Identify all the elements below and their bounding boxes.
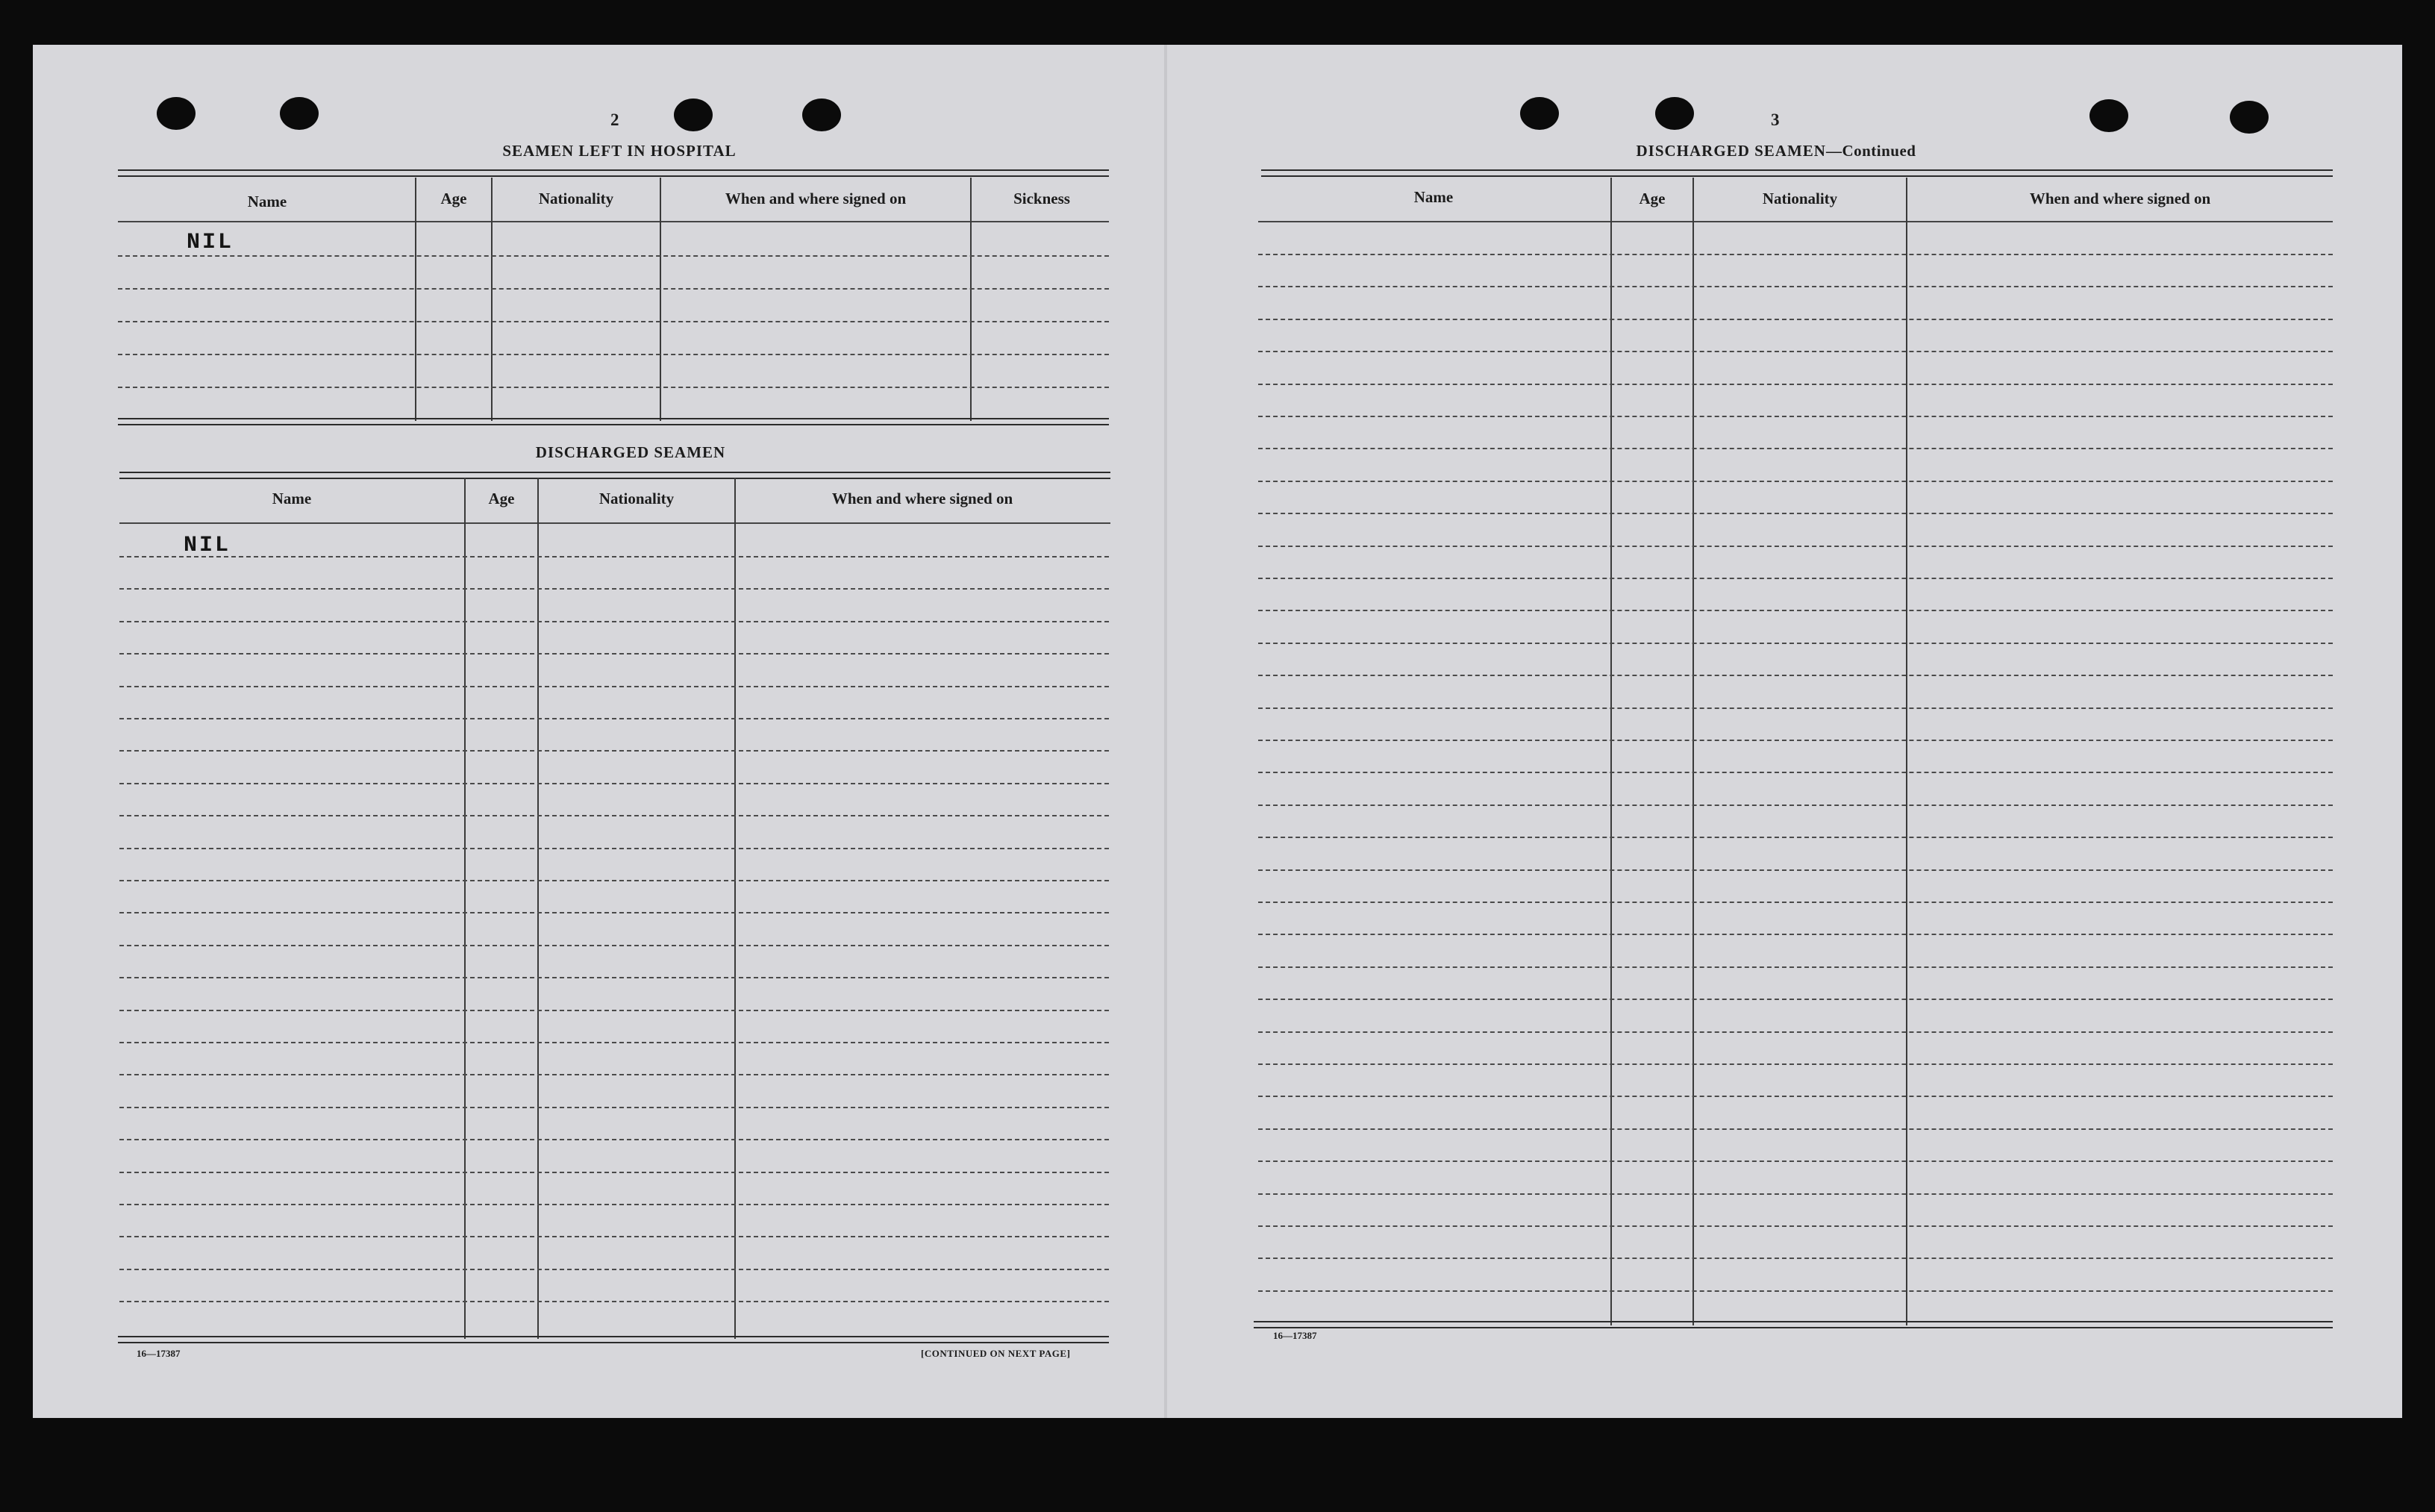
table-row-line bbox=[1258, 805, 2333, 806]
column-header-age: Age bbox=[488, 490, 515, 507]
form-number: 16—17387 bbox=[1273, 1330, 1317, 1341]
punch-hole bbox=[1520, 97, 1559, 130]
table-row-line bbox=[1258, 934, 2333, 935]
table-row-line bbox=[1258, 319, 2333, 320]
table-row-line bbox=[1258, 384, 2333, 385]
page-number: 2 bbox=[610, 110, 620, 129]
table-row-line bbox=[1258, 1031, 2333, 1033]
table-row-line bbox=[1258, 707, 2333, 709]
table-row-line bbox=[1258, 254, 2333, 255]
table-row-line bbox=[119, 686, 1109, 687]
table-row-line bbox=[1258, 610, 2333, 611]
section-title-discharged-continued bbox=[1567, 142, 1985, 160]
table-row-line bbox=[119, 750, 1109, 752]
column-divider bbox=[537, 478, 539, 1339]
table-row-line bbox=[119, 1172, 1109, 1173]
column-header-signed-on: When and where signed on bbox=[725, 190, 907, 207]
table-row-line bbox=[1258, 902, 2333, 903]
column-divider bbox=[970, 178, 972, 421]
table-row-line bbox=[1258, 966, 2333, 968]
punch-hole bbox=[2230, 101, 2269, 134]
table-row-line bbox=[1258, 1258, 2333, 1259]
table-row-line bbox=[1258, 999, 2333, 1000]
table-row-line bbox=[119, 912, 1109, 913]
table-row-line bbox=[119, 848, 1109, 849]
table-row-line bbox=[1258, 1193, 2333, 1195]
table-top-rule bbox=[119, 472, 1110, 479]
column-header-signed-on: When and where signed on bbox=[2029, 190, 2211, 207]
table-row-line bbox=[1258, 351, 2333, 352]
column-divider bbox=[1692, 178, 1694, 1325]
table-top-rule bbox=[1261, 169, 2333, 177]
section-title-hospital: SEAMEN LEFT IN HOSPITAL bbox=[502, 142, 737, 160]
table-bottom-rule bbox=[118, 1336, 1109, 1343]
column-header-nationality: Nationality bbox=[1762, 190, 1838, 207]
column-header-name: Name bbox=[272, 490, 312, 507]
ledger-sheet bbox=[33, 45, 2402, 1418]
table-row-line bbox=[118, 321, 1109, 322]
table-row-line bbox=[1258, 1128, 2333, 1130]
column-divider bbox=[660, 178, 661, 421]
table-row-line bbox=[119, 1301, 1109, 1302]
table-row-line bbox=[1258, 675, 2333, 676]
table-row-line bbox=[119, 1204, 1109, 1205]
punch-hole bbox=[280, 97, 319, 130]
table-row-line bbox=[1258, 448, 2333, 449]
table-row-line bbox=[119, 880, 1109, 881]
title-continued: —Continued bbox=[1825, 142, 1916, 160]
column-header-sickness: Sickness bbox=[1013, 190, 1070, 207]
page-number: 3 bbox=[1771, 110, 1781, 129]
page-fold bbox=[1164, 45, 1167, 1418]
column-divider bbox=[1906, 178, 1907, 1325]
table-row-line bbox=[1258, 740, 2333, 741]
form-number: 16—17387 bbox=[137, 1348, 181, 1359]
table-row-line bbox=[1258, 1225, 2333, 1227]
table-row-line bbox=[1258, 513, 2333, 514]
table-row-line bbox=[119, 1139, 1109, 1140]
column-divider bbox=[734, 478, 736, 1339]
table-row-line bbox=[119, 621, 1109, 622]
header-rule bbox=[1258, 221, 2333, 222]
punch-hole bbox=[2089, 99, 2128, 132]
table-row-line bbox=[1258, 869, 2333, 871]
column-divider bbox=[491, 178, 493, 421]
title-text: DISCHARGED SEAMEN bbox=[1636, 142, 1826, 160]
continued-note: [CONTINUED ON NEXT PAGE] bbox=[921, 1348, 1071, 1359]
column-divider bbox=[1610, 178, 1612, 1325]
table-row-line bbox=[119, 1107, 1109, 1108]
table-row-line bbox=[1258, 837, 2333, 838]
punch-hole bbox=[1655, 97, 1694, 130]
table-row-line bbox=[119, 1236, 1109, 1237]
table-row-line bbox=[119, 945, 1109, 946]
column-header-age: Age bbox=[1639, 190, 1666, 207]
table-row-line bbox=[1258, 1096, 2333, 1097]
table-row-line bbox=[118, 387, 1109, 388]
table-row-line bbox=[1258, 578, 2333, 579]
table-row-line bbox=[119, 783, 1109, 784]
table-row-line bbox=[119, 1074, 1109, 1075]
table-row-line bbox=[118, 354, 1109, 355]
table-bottom-rule bbox=[1254, 1321, 2333, 1328]
table-row-line bbox=[1258, 481, 2333, 482]
table-row-line bbox=[1258, 1160, 2333, 1162]
table-row-line bbox=[119, 815, 1109, 816]
table-row-line bbox=[1258, 772, 2333, 773]
table-row-line bbox=[119, 556, 1109, 557]
column-header-name: Name bbox=[1413, 188, 1454, 206]
table-row-line bbox=[1258, 416, 2333, 417]
table-row-line bbox=[1258, 546, 2333, 547]
section-title-discharged: DISCHARGED SEAMEN bbox=[535, 443, 726, 461]
punch-hole bbox=[674, 99, 713, 131]
table-bottom-rule bbox=[118, 418, 1109, 425]
hospital-entry-nil: NIL bbox=[187, 230, 234, 255]
table-row-line bbox=[119, 653, 1109, 655]
column-header-age: Age bbox=[440, 190, 467, 207]
table-top-rule bbox=[118, 169, 1109, 177]
header-rule bbox=[119, 522, 1110, 524]
table-row-line bbox=[1258, 643, 2333, 644]
table-row-line bbox=[118, 288, 1109, 290]
table-row-line bbox=[119, 1010, 1109, 1011]
table-row-line bbox=[119, 977, 1109, 978]
table-row-line bbox=[119, 1269, 1109, 1270]
column-divider bbox=[464, 478, 466, 1339]
table-row-line bbox=[1258, 1290, 2333, 1292]
table-row-line bbox=[118, 255, 1109, 257]
column-header-signed-on: When and where signed on bbox=[831, 490, 1013, 507]
column-divider bbox=[415, 178, 416, 421]
column-header-nationality: Nationality bbox=[598, 490, 675, 507]
punch-hole bbox=[157, 97, 196, 130]
table-row-line bbox=[119, 718, 1109, 719]
punch-hole bbox=[802, 99, 841, 131]
table-row-line bbox=[119, 1042, 1109, 1043]
column-header-name: Name bbox=[247, 193, 287, 210]
table-row-line bbox=[1258, 1063, 2333, 1065]
header-rule bbox=[118, 221, 1109, 222]
column-header-nationality: Nationality bbox=[538, 190, 614, 207]
table-row-line bbox=[1258, 286, 2333, 287]
discharged-entry-nil: NIL bbox=[184, 533, 231, 558]
table-row-line bbox=[119, 588, 1109, 590]
